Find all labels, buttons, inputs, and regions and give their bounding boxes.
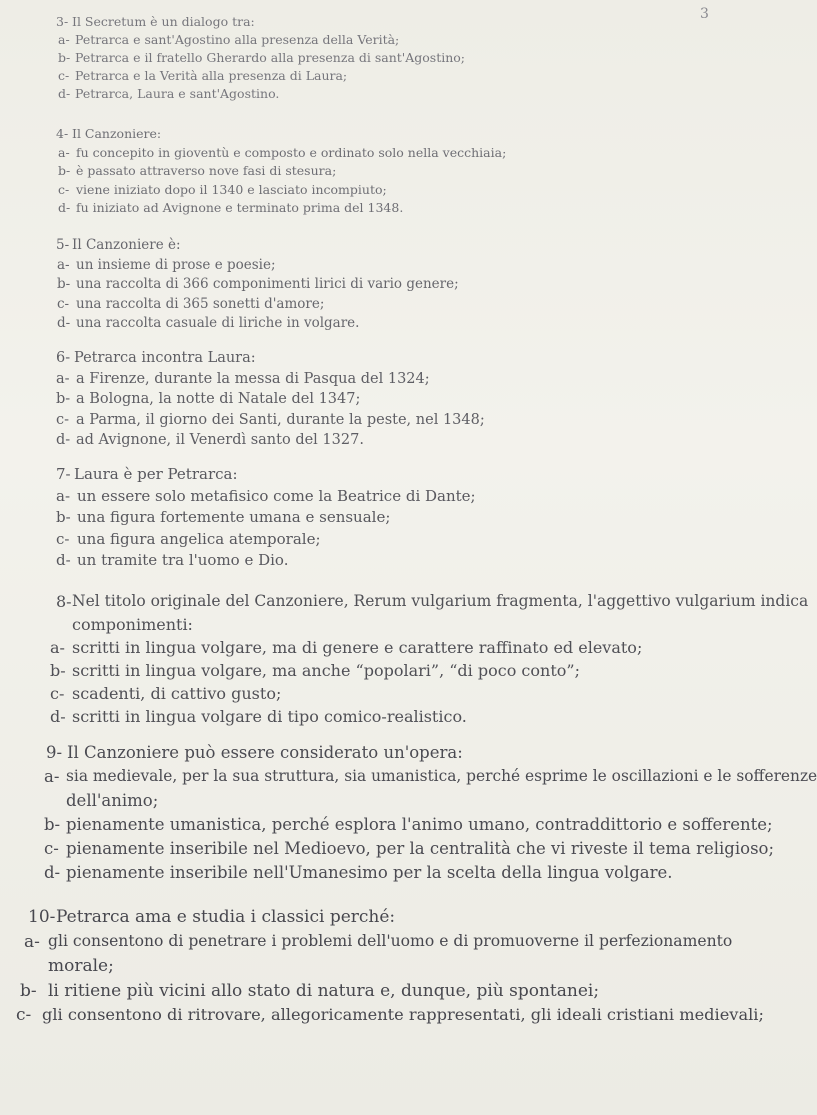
question-text: Il Canzoniere è: <box>72 237 181 253</box>
option-text: una figura angelica atemporale; <box>77 529 321 548</box>
option-text: pienamente inseribile nell'Umanesimo per la scelta della lingua volgare. <box>66 863 673 882</box>
option-d <box>0 551 736 573</box>
option-c <box>0 182 736 201</box>
option-text: dell'animo; <box>66 791 159 810</box>
option-text: a Bologna, la notte di Natale del 1347; <box>76 391 361 407</box>
option-letter: a- <box>57 256 70 273</box>
question-number: 3- <box>56 14 69 29</box>
option-text: una raccolta di 365 sonetti d'amore; <box>76 295 325 312</box>
option-letter: d- <box>58 86 71 101</box>
option-text: sia medievale, per la sua struttura, sia umanistica, perché esprime le oscillazioni e le sofferenze <box>66 767 817 785</box>
option-letter: b- <box>50 661 66 680</box>
question-number: 8- <box>56 592 72 611</box>
option-d <box>0 200 736 219</box>
option-text: è passato attraverso nove fasi di stesura; <box>76 163 337 178</box>
page-mark: 3 <box>700 6 709 22</box>
option-text: Petrarca e il fratello Gherardo alla presenza di sant'Agostino; <box>75 50 465 65</box>
option-text: pienamente inseribile nel Medioevo, per la centralità che vi riveste il tema religioso; <box>66 839 775 858</box>
question-title-continued <box>0 615 736 638</box>
question-7 <box>0 465 736 573</box>
option-d <box>0 432 736 453</box>
question-title <box>0 126 736 145</box>
option-c <box>0 296 736 316</box>
option-d <box>0 707 736 730</box>
question-8 <box>0 592 809 730</box>
option-letter: b- <box>58 50 71 65</box>
question-5 <box>0 237 736 335</box>
option-letter: b- <box>56 391 71 407</box>
option-letter: b- <box>20 980 37 1001</box>
option-d <box>0 863 736 887</box>
option-b <box>0 276 736 296</box>
question-text: Il Canzoniere: <box>72 126 162 141</box>
option-b <box>0 163 736 182</box>
option-letter: d- <box>58 200 71 215</box>
option-text: scritti in lingua volgare, ma di genere e carattere raffinato ed elevato; <box>72 638 643 657</box>
option-text: Petrarca e sant'Agostino alla presenza della Verità; <box>75 32 400 47</box>
option-letter: b- <box>56 508 71 526</box>
option-text: gli consentono di penetrare i problemi dell'uomo e di promuoverne il perfezionamento <box>48 931 733 950</box>
option-letter: b- <box>44 815 61 834</box>
option-letter: a- <box>50 638 65 657</box>
option-text: Petrarca, Laura e sant'Agostino. <box>75 86 280 101</box>
option-letter: a- <box>58 144 70 160</box>
option-text: fu concepito in gioventù e composto e ordinato solo nella vecchiaia; <box>76 144 507 160</box>
question-title <box>0 237 736 257</box>
question-title <box>0 465 736 487</box>
option-b <box>0 508 736 530</box>
question-number: 5- <box>56 237 70 253</box>
option-letter: a- <box>58 32 70 47</box>
question-title <box>0 743 736 767</box>
option-b <box>0 661 736 684</box>
option-text: li ritiene più vicini allo stato di natura e, dunque, più spontanei; <box>48 980 600 1001</box>
option-text: scritti in lingua volgare, ma anche “popolari”, “di poco conto”; <box>72 661 580 680</box>
question-text: Il Canzoniere può essere considerato un'opera: <box>67 743 463 762</box>
option-c <box>0 1005 764 1030</box>
option-a <box>0 932 736 957</box>
option-a <box>0 638 736 661</box>
question-3 <box>0 14 736 104</box>
option-letter: a- <box>44 767 60 786</box>
option-d <box>0 315 736 335</box>
option-text: fu iniziato ad Avignone e terminato prima del 1348. <box>76 200 404 215</box>
question-number: 7- <box>56 465 71 483</box>
question-number: 4- <box>56 126 69 141</box>
option-c <box>0 684 736 707</box>
question-number: 10- <box>28 907 56 927</box>
option-letter: a- <box>24 931 40 952</box>
option-d <box>0 86 736 104</box>
option-text: a Firenze, durante la messa di Pasqua del 1324; <box>76 370 430 387</box>
option-text: gli consentono di ritrovare, allegoricamente rappresentati, gli ideali cristiani medievali; <box>42 1005 764 1024</box>
option-text: ad Avignone, il Venerdì santo del 1327. <box>76 432 364 448</box>
option-c <box>0 530 736 552</box>
option-a <box>0 32 736 50</box>
option-letter: d- <box>50 707 66 726</box>
option-text: una raccolta casuale di liriche in volgare. <box>76 315 360 331</box>
option-text: un essere solo metafisico come la Beatrice di Dante; <box>77 486 476 505</box>
question-6 <box>0 350 736 453</box>
option-letter: c- <box>58 181 70 197</box>
option-text: a Parma, il giorno dei Santi, durante la peste, nel 1348; <box>76 411 485 428</box>
option-letter: c- <box>16 1005 32 1025</box>
question-text: Il Secretum è un dialogo tra: <box>72 14 255 29</box>
option-text: un insieme di prose e poesie; <box>76 256 276 273</box>
option-letter: d- <box>56 432 71 448</box>
question-text: Petrarca ama e studia i classici perché: <box>56 907 396 927</box>
option-c <box>0 412 736 433</box>
option-letter: b- <box>57 276 71 292</box>
question-title <box>0 592 809 615</box>
option-a <box>0 371 736 392</box>
question-text: Laura è per Petrarca: <box>74 465 238 483</box>
option-c <box>0 68 736 86</box>
option-a-continued <box>0 791 736 815</box>
question-title <box>0 907 736 932</box>
option-text: morale; <box>48 956 114 976</box>
option-letter: d- <box>57 315 71 331</box>
question-text: Nel titolo originale del Canzoniere, Rerum vulgarium fragmenta, l'aggettivo vulgarium indica <box>72 592 809 610</box>
option-letter: c- <box>56 529 70 548</box>
question-text: componimenti: <box>72 615 193 634</box>
option-text: viene iniziato dopo il 1340 e lasciato incompiuto; <box>76 181 387 197</box>
option-letter: c- <box>50 684 65 703</box>
option-letter: b- <box>58 163 71 178</box>
question-title <box>0 14 736 32</box>
option-text: una raccolta di 366 componimenti lirici di vario genere; <box>76 276 459 292</box>
option-b <box>0 815 773 839</box>
option-a <box>0 767 817 791</box>
question-number: 6- <box>56 350 71 366</box>
option-b <box>0 391 736 412</box>
question-number: 9- <box>46 743 63 762</box>
option-letter: c- <box>57 295 70 312</box>
option-text: un tramite tra l'uomo e Dio. <box>77 551 289 569</box>
option-letter: a- <box>56 370 70 387</box>
option-b <box>0 981 736 1006</box>
option-letter: c- <box>56 411 70 428</box>
option-a <box>0 145 736 164</box>
option-c <box>0 839 775 863</box>
option-text: una figura fortemente umana e sensuale; <box>77 508 391 526</box>
question-9 <box>0 743 817 887</box>
question-title <box>0 350 736 371</box>
question-4 <box>0 126 736 219</box>
option-b <box>0 50 736 68</box>
option-letter: a- <box>56 486 71 505</box>
option-text: scadenti, di cattivo gusto; <box>72 684 282 703</box>
option-a-continued <box>0 956 736 981</box>
option-a <box>0 487 736 509</box>
option-text: scritti in lingua volgare di tipo comico-realistico. <box>72 707 467 726</box>
option-letter: d- <box>44 863 61 882</box>
option-text: pienamente umanistica, perché esplora l'animo umano, contraddittorio e sofferente; <box>66 815 773 834</box>
option-letter: c- <box>44 839 59 858</box>
question-text: Petrarca incontra Laura: <box>74 350 256 366</box>
option-letter: d- <box>56 551 71 569</box>
option-letter: c- <box>58 68 70 83</box>
option-a <box>0 257 736 277</box>
question-10 <box>0 907 764 1030</box>
option-text: Petrarca e la Verità alla presenza di Laura; <box>75 68 348 83</box>
